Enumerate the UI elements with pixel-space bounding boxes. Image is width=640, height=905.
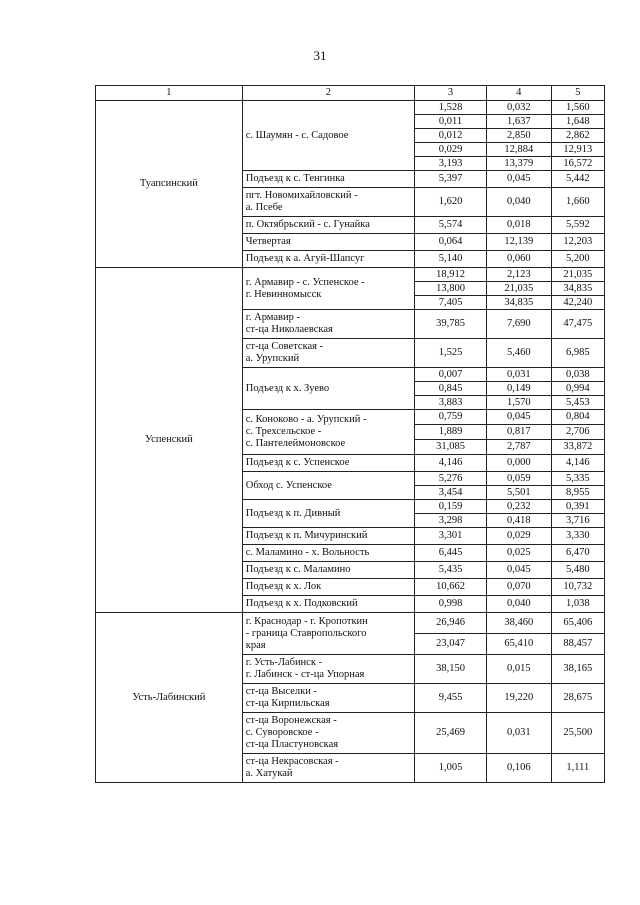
value-cell: 38,460 [486, 613, 551, 634]
value-cell: 3,454 [415, 486, 487, 500]
value-cell: 0,031 [486, 713, 551, 754]
value-cell: 10,662 [415, 579, 487, 596]
value-cell: 0,159 [415, 500, 487, 514]
value-cell: 23,047 [415, 634, 487, 655]
table-row [96, 268, 605, 282]
road-name-line: Обход с. Успенское [245, 479, 332, 491]
road-name-cell [242, 472, 414, 500]
value-cell: 25,469 [415, 713, 487, 754]
value-cell: 6,985 [551, 339, 604, 368]
value-cell: 0,149 [486, 382, 551, 396]
road-name-line: г. Лабинск - ст-ца Упорная [245, 669, 365, 680]
value-cell: 12,884 [486, 143, 551, 157]
value-cell: 47,475 [551, 310, 604, 339]
value-cell: 0,011 [415, 115, 487, 129]
value-cell: 21,035 [486, 282, 551, 296]
road-name-line: ст-ца Выселки - [245, 686, 317, 697]
value-cell: 5,335 [551, 472, 604, 486]
value-cell: 0,000 [486, 455, 551, 472]
value-cell: 0,032 [486, 101, 551, 115]
value-cell: 2,123 [486, 268, 551, 282]
value-cell: 5,574 [415, 217, 487, 234]
value-cell: 0,759 [415, 410, 487, 425]
value-cell: 2,706 [551, 425, 604, 440]
road-name-cell [242, 455, 414, 472]
value-cell: 0,025 [486, 545, 551, 562]
road-name-cell [242, 528, 414, 545]
value-cell: 0,007 [415, 368, 487, 382]
value-cell: 38,150 [415, 655, 487, 684]
road-name-line: Подъезд к п. Мичуринский [245, 530, 368, 541]
value-cell: 0,060 [486, 251, 551, 268]
road-name-line: Подъезд к а. Агуй-Шапсуг [245, 253, 365, 264]
value-cell: 1,525 [415, 339, 487, 368]
road-name-cell [242, 217, 414, 234]
value-cell: 12,913 [551, 143, 604, 157]
road-name-line: пгт. Новомихайловский - [245, 190, 358, 201]
road-name-line: Подъезд к с. Тенгинка [245, 173, 345, 184]
value-cell: 18,912 [415, 268, 487, 282]
value-cell: 34,835 [551, 282, 604, 296]
value-cell: 12,139 [486, 234, 551, 251]
road-name-line: с. Коноково - а. Урупский - [245, 414, 367, 425]
road-name-line: с. Суворовское - [245, 727, 319, 738]
road-name-line: Подъезд к х. Лок [245, 581, 322, 592]
road-name-line: Подъезд к п. Дивный [245, 507, 341, 519]
value-cell: 1,889 [415, 425, 487, 440]
district-cell: Туапсинский [96, 101, 243, 268]
table-row [96, 101, 605, 115]
road-name-line: г. Армавир - [245, 312, 300, 323]
road-name-line: г. Усть-Лабинск - [245, 657, 323, 668]
value-cell: 3,883 [415, 396, 487, 410]
value-cell: 0,029 [486, 528, 551, 545]
value-cell: 5,397 [415, 171, 487, 188]
header-cell: 5 [551, 86, 604, 101]
value-cell: 5,453 [551, 396, 604, 410]
road-name-cell [242, 310, 414, 339]
value-cell: 0,064 [415, 234, 487, 251]
value-cell: 1,111 [551, 754, 604, 783]
value-cell: 1,660 [551, 188, 604, 217]
value-cell: 1,648 [551, 115, 604, 129]
road-name-line: с. Пантелеймоновское [245, 438, 346, 449]
header-row [96, 86, 605, 101]
road-name-line: ст-ца Николаевская [245, 324, 333, 335]
road-name-cell [242, 596, 414, 613]
value-cell: 5,140 [415, 251, 487, 268]
road-name-line: Четвертая [245, 236, 291, 247]
header-cell: 4 [486, 86, 551, 101]
value-cell: 0,015 [486, 655, 551, 684]
value-cell: 3,301 [415, 528, 487, 545]
value-cell: 0,018 [486, 217, 551, 234]
value-cell: 19,220 [486, 684, 551, 713]
value-cell: 16,572 [551, 157, 604, 171]
road-table [95, 85, 605, 783]
road-name-cell [242, 234, 414, 251]
value-cell: 5,442 [551, 171, 604, 188]
page-number: 31 [313, 48, 327, 63]
value-cell: 4,146 [415, 455, 487, 472]
value-cell: 0,994 [551, 382, 604, 396]
value-cell: 2,862 [551, 129, 604, 143]
value-cell: 38,165 [551, 655, 604, 684]
road-name-line: ст-ца Некрасовская - [245, 756, 339, 767]
value-cell: 7,690 [486, 310, 551, 339]
value-cell: 2,787 [486, 440, 551, 455]
value-cell: 0,012 [415, 129, 487, 143]
value-cell: 0,804 [551, 410, 604, 425]
value-cell: 25,500 [551, 713, 604, 754]
value-cell: 13,800 [415, 282, 487, 296]
value-cell: 1,570 [486, 396, 551, 410]
district-cell: Усть-Лабинский [96, 613, 243, 783]
district-cell: Успенский [96, 268, 243, 613]
road-name-line: г. Краснодар - г. Кропоткин [245, 615, 368, 627]
value-cell: 0,045 [486, 410, 551, 425]
road-name-cell [242, 339, 414, 368]
road-name-cell [242, 754, 414, 783]
road-name-cell [242, 545, 414, 562]
road-name-cell [242, 368, 414, 410]
value-cell: 5,592 [551, 217, 604, 234]
header-cell: 2 [242, 86, 414, 101]
value-cell: 8,955 [551, 486, 604, 500]
road-name-line: - граница Ставропольского [245, 627, 367, 639]
road-name-line: Подъезд к с. Успенское [245, 457, 350, 468]
road-name-line: а. Урупский [245, 353, 300, 364]
value-cell: 0,045 [486, 562, 551, 579]
road-name-line: ст-ца Кирпильская [245, 698, 330, 709]
value-cell: 0,845 [415, 382, 487, 396]
road-name-line: с. Маламино - х. Вольность [245, 547, 370, 558]
value-cell: 0,106 [486, 754, 551, 783]
road-name-cell [242, 268, 414, 310]
road-name-cell [242, 684, 414, 713]
value-cell: 0,059 [486, 472, 551, 486]
value-cell: 3,330 [551, 528, 604, 545]
value-cell: 2,850 [486, 129, 551, 143]
value-cell: 5,460 [486, 339, 551, 368]
road-name-line: ст-ца Пластуновская [245, 739, 339, 750]
value-cell: 0,070 [486, 579, 551, 596]
value-cell: 0,038 [551, 368, 604, 382]
road-name-cell [242, 579, 414, 596]
value-cell: 0,232 [486, 500, 551, 514]
value-cell: 21,035 [551, 268, 604, 282]
value-cell: 1,560 [551, 101, 604, 115]
value-cell: 10,732 [551, 579, 604, 596]
value-cell: 5,276 [415, 472, 487, 486]
value-cell: 31,085 [415, 440, 487, 455]
value-cell: 65,410 [486, 634, 551, 655]
road-name-line: ст-ца Воронежская - [245, 715, 337, 726]
value-cell: 9,455 [415, 684, 487, 713]
road-name-cell [242, 101, 414, 171]
road-name-line: г. Невинномысск [245, 288, 322, 300]
road-name-line: а. Псебе [245, 202, 283, 213]
road-name-cell [242, 655, 414, 684]
road-name-cell [242, 713, 414, 754]
value-cell: 3,193 [415, 157, 487, 171]
value-cell: 26,946 [415, 613, 487, 634]
value-cell: 42,240 [551, 296, 604, 310]
road-name-line: с. Шаумян - с. Садовое [245, 129, 349, 141]
road-name-line: Подъезд к х. Подковский [245, 598, 358, 609]
value-cell: 0,817 [486, 425, 551, 440]
road-name-cell [242, 613, 414, 655]
road-name-line: ст-ца Советская - [245, 341, 324, 352]
header-cell: 1 [96, 86, 243, 101]
value-cell: 39,785 [415, 310, 487, 339]
value-cell: 65,406 [551, 613, 604, 634]
road-name-cell [242, 500, 414, 528]
value-cell: 5,435 [415, 562, 487, 579]
value-cell: 34,835 [486, 296, 551, 310]
value-cell: 6,445 [415, 545, 487, 562]
value-cell: 5,480 [551, 562, 604, 579]
value-cell: 4,146 [551, 455, 604, 472]
value-cell: 1,620 [415, 188, 487, 217]
header-cell: 3 [415, 86, 487, 101]
value-cell: 7,405 [415, 296, 487, 310]
value-cell: 5,501 [486, 486, 551, 500]
road-name-cell [242, 251, 414, 268]
road-name-line: Подъезд к с. Маламино [245, 564, 351, 575]
road-name-cell [242, 410, 414, 455]
value-cell: 6,470 [551, 545, 604, 562]
value-cell: 0,998 [415, 596, 487, 613]
road-name-cell [242, 171, 414, 188]
value-cell: 88,457 [551, 634, 604, 655]
road-name-line: края [245, 639, 266, 651]
value-cell: 5,200 [551, 251, 604, 268]
value-cell: 1,005 [415, 754, 487, 783]
value-cell: 12,203 [551, 234, 604, 251]
value-cell: 28,675 [551, 684, 604, 713]
value-cell: 0,040 [486, 188, 551, 217]
road-name-line: г. Армавир - с. Успенское - [245, 276, 365, 288]
value-cell: 1,038 [551, 596, 604, 613]
road-name-cell [242, 188, 414, 217]
value-cell: 0,031 [486, 368, 551, 382]
value-cell: 1,528 [415, 101, 487, 115]
value-cell: 0,391 [551, 500, 604, 514]
road-name-line: а. Хатукай [245, 768, 293, 779]
road-name-line: Подъезд к х. Зуево [245, 382, 330, 394]
value-cell: 1,637 [486, 115, 551, 129]
value-cell: 0,029 [415, 143, 487, 157]
value-cell: 3,716 [551, 514, 604, 528]
value-cell: 0,045 [486, 171, 551, 188]
road-name-cell [242, 562, 414, 579]
value-cell: 33,872 [551, 440, 604, 455]
table-row [96, 613, 605, 634]
value-cell: 0,418 [486, 514, 551, 528]
road-name-line: п. Октябрьский - с. Гунайка [245, 219, 370, 230]
value-cell: 13,379 [486, 157, 551, 171]
road-name-line: с. Трехсельское - [245, 426, 322, 437]
value-cell: 3,298 [415, 514, 487, 528]
value-cell: 0,040 [486, 596, 551, 613]
